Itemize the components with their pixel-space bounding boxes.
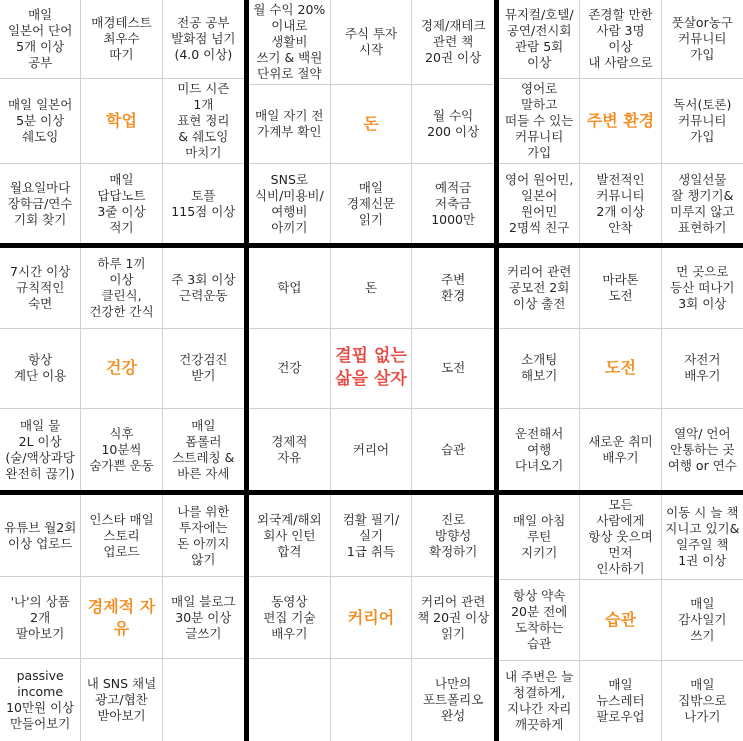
goal-cell: 월 수익 200 이상 [412,85,494,164]
goal-cell: 전공 공부 발화점 넘기 (4.0 이상) [163,0,244,79]
goal-cell: 독서(토론) 커뮤니티 가입 [662,79,743,164]
goal-cell: 외국계/해외 회사 인턴 합격 [249,495,331,577]
goal-cell: 생일선물 잘 챙기기& 미루지 않고 표현하기 [670,171,735,235]
goal-cell: 습관 [441,441,466,457]
goal-cell: 모든 사람에게 항상 웃으며 먼저 인사하기 [580,495,661,580]
goal-cell: 나만의 포트폴리오 완성 [422,676,484,723]
goal-cell: 자전거 배우기 [662,329,743,410]
goal-cell: passive income 10만원 이상 만들어보기 [0,659,81,741]
goal-cell: 월 수익 20% 이내로 생활비 쓰기 & 백원 단위로 절약 [249,0,331,85]
goal-cell: 식후 10분씩 숨가쁜 운동 [81,409,162,490]
goal-cell: 커리어 관련 공모전 2회 이상 출전 [499,248,580,329]
goal-cell: 매일 경제신문 읽기 [331,164,413,243]
goal-cell [249,659,331,741]
goal-cell: 먼 곳으로 등산 떠나기 3회 이상 [662,248,743,329]
block-study [0,0,244,243]
goal-cell: 도전 [412,329,494,410]
goal-cell: 내 주변은 늘 청결하게, 지나간 자리 깨끗하게 [499,661,580,741]
sub-goal-title: 경제적 자 유 [81,577,162,659]
goal-cell: 매일 일본어 단어 5개 이상 공부 [0,0,81,79]
block-habit [499,495,743,741]
goal-cell: 영어 원어민, 일본어 원어민 2명씩 친구 [499,164,580,243]
block-money [249,0,494,243]
goal-cell: 돈 [331,248,413,329]
goal-cell: 소개팅 해보기 [499,329,580,410]
goal-cell: 항상 약속 20분 전에 도착하는 습관 [499,580,580,661]
sub-goal-title: 커리어 [331,577,413,659]
sub-goal-title: 학업 [81,79,162,164]
block-financial-freedom [0,495,244,741]
goal-cell: 인스타 매일 스토리 업로드 [81,495,162,577]
sub-goal-title: 돈 [331,85,413,164]
goal-cell: 존경할 만한 사람 3명 이상 내 사람으로 [580,0,661,79]
goal-cell: 항상 계단 이용 [0,329,81,410]
goal-cell: '나'의 상품 2개 팔아보기 [0,577,81,659]
goal-cell: 유튜브 월2회 이상 업로드 [0,495,81,577]
divider-horizontal-1 [0,243,743,248]
goal-cell: 월요일마다 장학금/연수 기회 찾기 [0,164,81,243]
goal-cell: 진로 방향성 확정하기 [412,495,494,577]
sub-goal-title: 습관 [580,580,661,661]
block-health [0,248,244,490]
goal-cell [163,659,244,741]
goal-cell: 매일 뉴스레터 팔로우업 [580,661,661,741]
goal-cell: 운전해서 여행 다녀오기 [499,409,580,490]
goal-cell: 매일 블로그 30분 이상 글쓰기 [163,577,244,659]
goal-cell: 나를 위한 투자에는 돈 아끼지 않기 [163,495,244,577]
sub-goal-title: 주변 환경 [580,79,661,164]
goal-cell: 뮤지컬/호텔/ 공연/전시회 관람 5회 이상 [499,0,580,79]
block-challenge [499,248,743,490]
block-career [249,495,494,741]
goal-cell: 풋살or농구 커뮤니티 가입 [662,0,743,79]
goal-cell: 매일 자기 전 가계부 확인 [249,85,331,164]
goal-cell: 주변 환경 [412,248,494,329]
goal-cell: 매일 감사일기 쓰기 [662,580,743,661]
goal-cell: 동영상 편집 기술 배우기 [249,577,331,659]
goal-cell: 마라톤 도전 [580,248,661,329]
goal-cell: 주식 투자 시작 [331,0,413,85]
goal-cell: 예적금 저축금 1000만 [431,179,476,227]
divider-vertical-1 [244,0,249,741]
goal-cell: 새로운 취미 배우기 [580,409,661,490]
divider-vertical-2 [494,0,499,741]
goal-cell: 커리어 [331,409,413,490]
goal-cell: 매일 일본어 5분 이상 쉐도잉 [0,79,81,164]
goal-cell: 건강검진 받기 [163,329,244,410]
goal-cell: 경제적 자유 [249,409,331,490]
goal-cell: 매경테스트 최우수 따기 [81,0,162,79]
goal-cell: 이동 시 늘 책 지니고 있기& 일주일 책 1권 이상 [662,495,743,580]
divider-horizontal-2 [0,490,743,495]
goal-cell: 내 SNS 채널 광고/협찬 받아보기 [81,659,162,741]
goal-cell: 건강 [249,329,331,410]
goal-cell: 매일 집밖으로 나가기 [678,676,727,724]
goal-cell: SNS로 식비/미용비/ 여행비 아끼기 [249,164,331,243]
goal-cell: 커리어 관련 책 20권 이상 읽기 [412,577,494,659]
goal-cell: 열악/ 언어 안통하는 곳 여행 or 연수 [667,425,737,473]
goal-cell: 영어로 말하고 떠들 수 있는 커뮤니티 가입 [499,79,580,164]
block-environment [499,0,743,243]
goal-cell: 매일 물 2L 이상 (술/액상과당 완전히 끊기) [0,409,81,490]
goal-cell: 경제/재테크 관련 책 20권 이상 [412,0,494,85]
goal-cell: 하루 1끼 이상 클린식, 건강한 간식 [81,248,162,329]
goal-cell: 주 3회 이상 근력운동 [163,248,244,329]
goal-cell: 7시간 이상 규칙적인 숙면 [0,248,81,329]
sub-goal-title: 도전 [580,329,661,410]
core-goal: 결핍 없는 삶을 살자 [331,329,413,410]
goal-cell: 매일 아침 루틴 지키기 [499,495,580,580]
goal-cell: 토플 115점 이상 [171,187,236,219]
goal-cell: 매일 폼롤러 스트레칭 & 바른 자세 [172,417,235,481]
goal-cell [331,659,413,741]
block-core [249,248,494,490]
sub-goal-title: 건강 [81,329,162,410]
goal-cell: 컴활 필기/실기 1급 취득 [331,495,413,577]
goal-cell: 미드 시즌 1개 표현 정리 & 쉐도잉 마치기 [163,79,244,164]
goal-cell: 발전적인 커뮤니티 2개 이상 안착 [580,164,661,243]
goal-cell: 매일 답답노트 3줄 이상 적기 [81,164,162,243]
goal-cell: 학업 [249,248,331,329]
